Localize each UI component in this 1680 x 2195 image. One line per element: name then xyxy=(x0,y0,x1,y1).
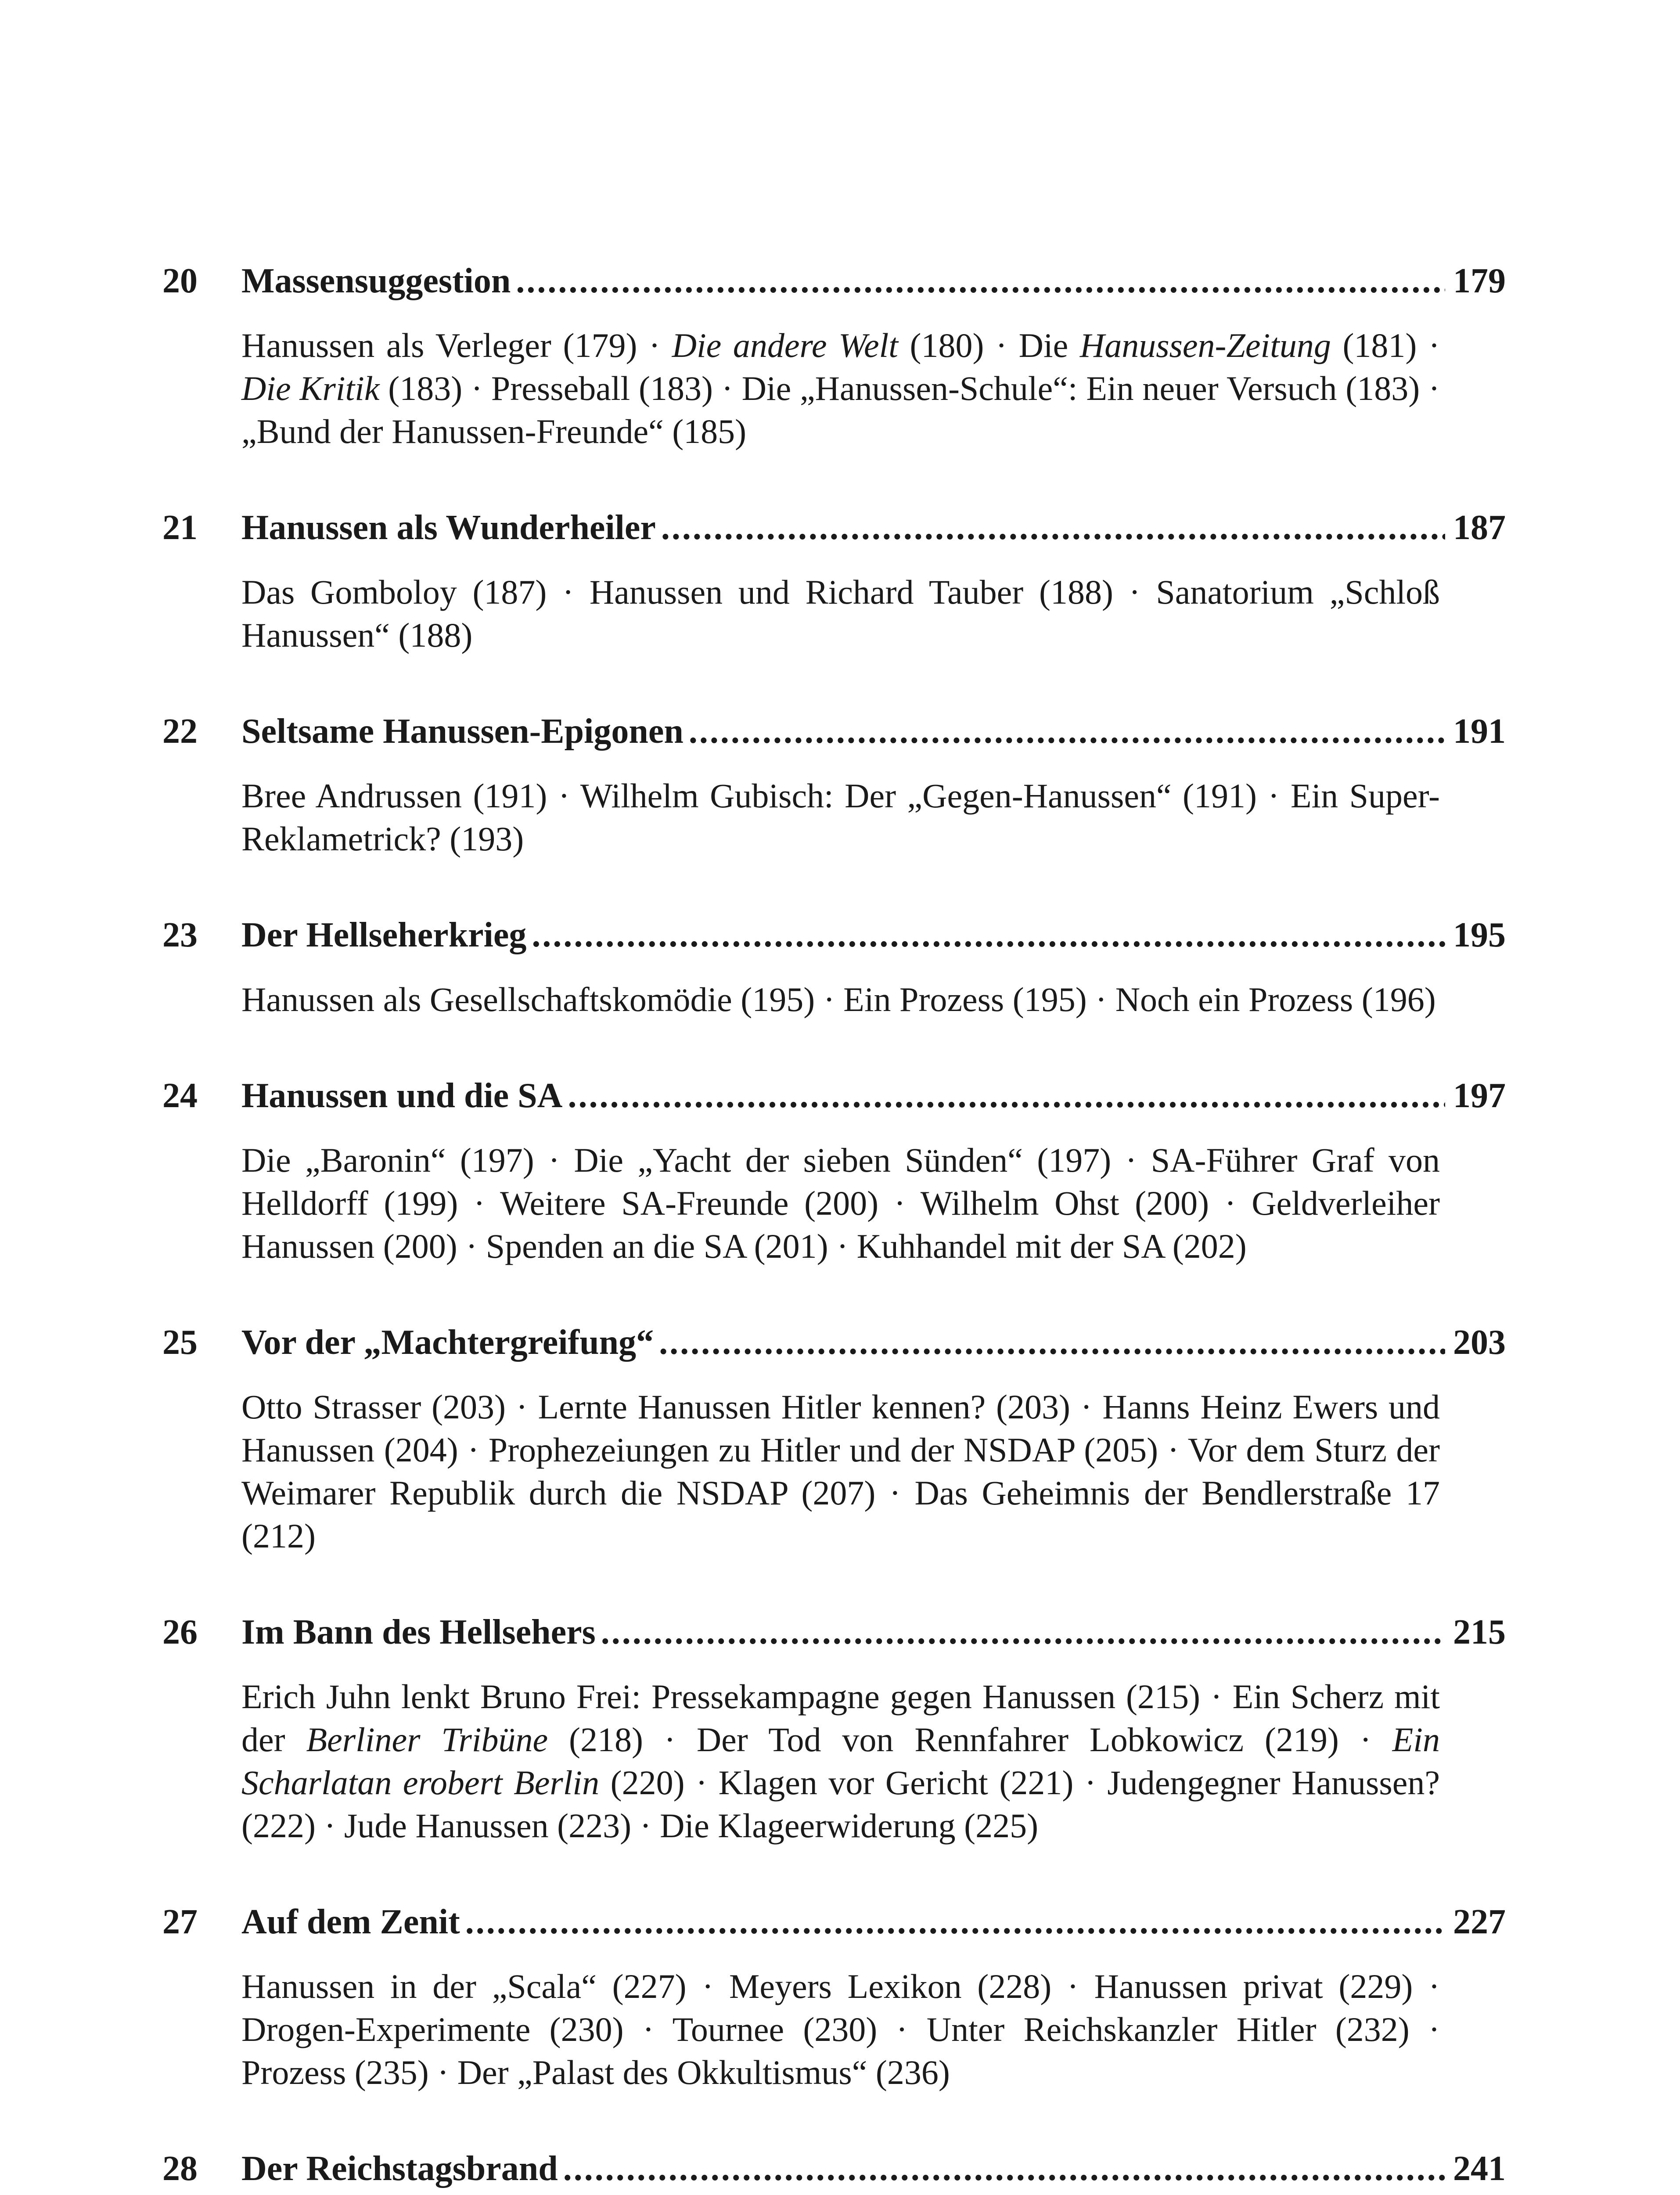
dot-leader xyxy=(563,2142,1445,2195)
toc-entry-heading xyxy=(162,1069,1506,1122)
chapter-title-row xyxy=(241,501,1506,554)
chapter-number: 24 xyxy=(162,1076,198,1115)
chapter-subtopics xyxy=(241,324,1440,453)
subtopic-text: Bree Andrussen (191) · Wilhelm Gubisch: Der „Gegen-Hanussen“ (191) · Ein Super-Reklametrick? (193) xyxy=(241,777,1440,858)
chapter-number: 26 xyxy=(162,1613,198,1652)
toc-entry-heading xyxy=(162,1606,1506,1659)
italic-title-text: Hanussen-Zeitung xyxy=(1079,326,1331,364)
toc-entry xyxy=(162,501,1506,657)
toc-entry-heading xyxy=(162,1316,1506,1369)
subtopic-text: Hanussen als Verleger (179) · xyxy=(241,326,672,364)
toc-entry-heading xyxy=(162,705,1506,758)
chapter-number: 22 xyxy=(162,712,198,751)
toc-entry-heading xyxy=(162,255,1506,307)
chapter-title-row xyxy=(241,1896,1506,1948)
subtopic-text: Hanussen in der „Scala“ (227) · Meyers Lexikon (228) · Hanussen privat (229) · Drogen-Experimente (230) · Tournee (230) · Unter Reichskanzler Hitler (232) · Prozess (235) · Der „Palast des Okkultismus“ (236) xyxy=(241,1967,1440,2091)
subtopic-text: Das Gomboloy (187) · Hanussen und Richard Tauber (188) · Sanatorium „Schloß Hanussen“ (188) xyxy=(241,573,1440,654)
chapter-title: Der Reichstagsbrand xyxy=(241,2149,558,2188)
chapter-number: 25 xyxy=(162,1323,198,1362)
chapter-title: Vor der „Machtergreifung“ xyxy=(241,1323,654,1362)
subtopic-text: Otto Strasser (203) · Lernte Hanussen Hitler kennen? (203) · Hanns Heinz Ewers und Hanussen (204) · Prophezeiungen zu Hitler und der NSDAP (205) · Vor dem Sturz der Weimarer Republik durch die NSDAP (207) · Das Geheimnis der Bendlerstraße 17 (212) xyxy=(241,1388,1440,1555)
dot-leader xyxy=(601,1606,1445,1659)
chapter-title-row xyxy=(241,255,1506,307)
chapter-number: 20 xyxy=(162,262,198,300)
chapter-subtopics xyxy=(241,571,1440,657)
chapter-title: Der Hellseherkrieg xyxy=(241,916,527,954)
chapter-title: Massensuggestion xyxy=(241,262,511,300)
chapter-title: Hanussen und die SA xyxy=(241,1076,563,1115)
chapter-title-row xyxy=(241,1069,1506,1122)
chapter-title: Im Bann des Hellsehers xyxy=(241,1613,596,1652)
chapter-number: 21 xyxy=(162,508,198,547)
dot-leader xyxy=(659,1316,1445,1369)
subtopic-text: Erich Juhn lenkt Bruno Frei: Pressekampagne gegen Hanussen (215) · Ein Scherz mit der xyxy=(241,1677,1440,1759)
toc-entry xyxy=(162,2142,1506,2195)
chapter-title-row xyxy=(241,705,1506,758)
chapter-number: 23 xyxy=(162,916,198,954)
subtopic-text: (220) · Klagen vor Gericht (221) · Judengegner Hanussen? (222) · Jude Hanussen (223) · Die Klageerwiderung (225) xyxy=(241,1763,1440,1845)
subtopic-text: (218) · Der Tod von Rennfahrer Lobkowicz (219) · xyxy=(548,1720,1392,1759)
toc-entry-heading xyxy=(162,501,1506,554)
italic-title-text: Die andere Welt xyxy=(672,326,898,364)
chapter-title-row xyxy=(241,1316,1506,1369)
subtopic-text: (181) · xyxy=(1331,326,1440,364)
toc-entry xyxy=(162,909,1506,1021)
chapter-subtopics xyxy=(241,978,1440,1021)
dot-leader xyxy=(568,1069,1445,1122)
chapter-title: Seltsame Hanussen-Epigonen xyxy=(241,712,684,751)
chapter-title-row xyxy=(241,909,1506,961)
chapter-number: 28 xyxy=(162,2149,198,2188)
page-number: 241 xyxy=(1453,2149,1506,2188)
toc-entry-heading xyxy=(162,1896,1506,1948)
chapter-subtopics xyxy=(241,1965,1440,2094)
chapter-title: Auf dem Zenit xyxy=(241,1903,460,1941)
chapter-number: 27 xyxy=(162,1903,198,1941)
italic-title-text: Die Kritik xyxy=(241,369,380,407)
italic-title-text: Berliner Tribüne xyxy=(306,1720,548,1759)
chapter-subtopics xyxy=(241,774,1440,860)
page-number: 191 xyxy=(1453,712,1506,751)
toc-entry xyxy=(162,255,1506,453)
subtopic-text: Die „Baronin“ (197) · Die „Yacht der sieben Sünden“ (197) · SA-Führer Graf von Helldorff (199) · Weitere SA-Freunde (200) · Wilhelm Ohst (200) · Geldverleiher Hanussen (200) · Spenden an die SA (201) · Kuhhandel mit der SA (202) xyxy=(241,1141,1440,1265)
dot-leader xyxy=(532,909,1445,961)
toc-entry xyxy=(162,1606,1506,1847)
chapter-subtopics xyxy=(241,1385,1440,1558)
toc-entry xyxy=(162,1316,1506,1558)
toc-entry xyxy=(162,1896,1506,2094)
chapter-title: Hanussen als Wunderheiler xyxy=(241,508,656,547)
chapter-subtopics xyxy=(241,1139,1440,1268)
dot-leader xyxy=(465,1896,1445,1948)
page-number: 195 xyxy=(1453,916,1506,954)
page-number: 179 xyxy=(1453,262,1506,300)
page-number: 227 xyxy=(1453,1903,1506,1941)
italic-title-text: Ein Scharlatan erobert Berlin xyxy=(241,1720,1440,1802)
toc-entry xyxy=(162,705,1506,860)
dot-leader xyxy=(689,705,1445,758)
subtopic-text: Hanussen als Gesellschaftskomödie (195) · Ein Prozess (195) · Noch ein Prozess (196) xyxy=(241,980,1436,1018)
chapter-title-row xyxy=(241,2142,1506,2195)
page-number: 187 xyxy=(1453,508,1506,547)
toc-entry-heading xyxy=(162,909,1506,961)
table-of-contents xyxy=(162,255,1506,2195)
toc-entry-heading xyxy=(162,2142,1506,2195)
dot-leader xyxy=(661,501,1445,554)
chapter-title-row xyxy=(241,1606,1506,1659)
page-number: 197 xyxy=(1453,1076,1506,1115)
subtopic-text: (180) · Die xyxy=(898,326,1080,364)
subtopic-text: (183) · Presseball (183) · Die „Hanussen-Schule“: Ein neuer Versuch (183) · „Bund der Hanussen-Freunde“ (185) xyxy=(241,369,1440,450)
chapter-subtopics xyxy=(241,1675,1440,1847)
dot-leader xyxy=(516,255,1445,307)
toc-entry xyxy=(162,1069,1506,1268)
page-number: 215 xyxy=(1453,1613,1506,1652)
page-number: 203 xyxy=(1453,1323,1506,1362)
